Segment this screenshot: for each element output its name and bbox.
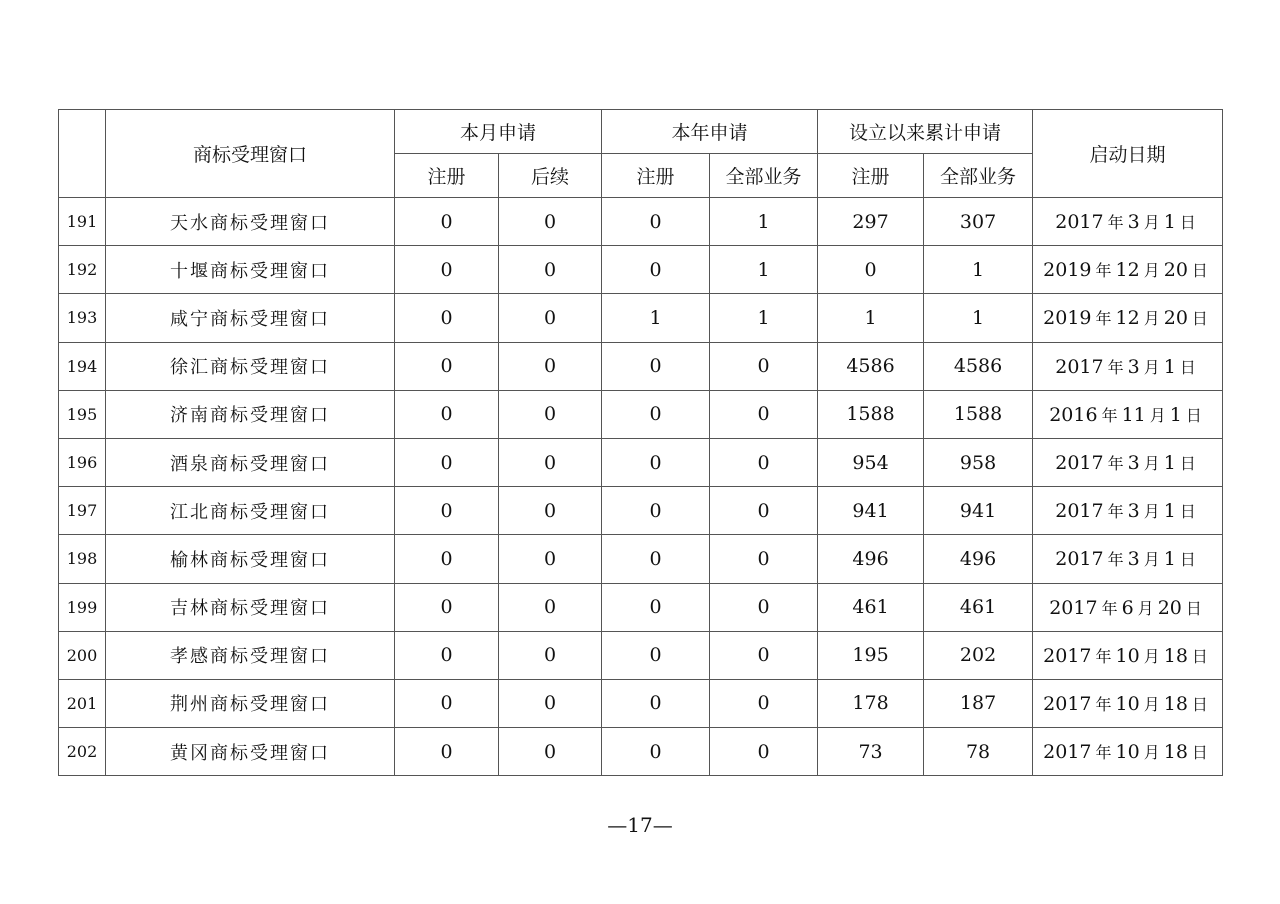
month-register: 0 [395,487,499,535]
month-followup: 0 [499,198,602,246]
window-name: 江北商标受理窗口 [106,487,395,535]
date-year-unit: 年 [1095,309,1112,329]
date-month-unit: 月 [1143,743,1160,763]
date-day: 1 [1163,355,1176,378]
header-start-date: 启动日期 [1033,110,1223,198]
start-date [1033,583,1223,631]
cumulative-register: 1588 [818,390,924,438]
window-name: 酒泉商标受理窗口 [106,438,395,486]
date-month: 3 [1127,548,1140,571]
start-date [1033,198,1223,246]
year-all: 0 [710,438,818,486]
month-register: 0 [395,679,499,727]
month-register: 0 [395,294,499,342]
date-year: 2017 [1043,741,1092,764]
month-register: 0 [395,728,499,776]
month-followup: 0 [499,246,602,294]
row-number: 196 [59,438,106,486]
month-register: 0 [395,535,499,583]
cumulative-all: 202 [924,631,1033,679]
header-row-1 [59,110,1223,154]
month-followup: 0 [499,535,602,583]
year-all: 0 [710,631,818,679]
start-date [1033,438,1223,486]
window-name: 咸宁商标受理窗口 [106,294,395,342]
date-year-unit: 年 [1107,213,1124,233]
date-year: 2017 [1055,355,1104,378]
date-year: 2017 [1043,692,1092,715]
row-number: 193 [59,294,106,342]
date-day-unit: 日 [1179,454,1196,474]
row-number: 202 [59,728,106,776]
date-month-unit: 月 [1143,550,1160,570]
start-date [1033,246,1223,294]
row-number: 197 [59,487,106,535]
date-month: 3 [1127,452,1140,475]
start-date [1033,342,1223,390]
date-day-unit: 日 [1179,357,1196,377]
year-register: 0 [602,679,710,727]
date-year: 2016 [1049,403,1098,426]
date-month: 10 [1115,644,1140,667]
window-name: 十堰商标受理窗口 [106,246,395,294]
header-month-applications: 本月申请 [395,110,602,154]
year-register: 0 [602,246,710,294]
date-year-unit: 年 [1095,743,1112,763]
header-month-register: 注册 [395,154,499,198]
table-row [59,246,1223,294]
date-month-unit: 月 [1143,213,1160,233]
month-followup: 0 [499,438,602,486]
table-row [59,535,1223,583]
date-month-unit: 月 [1143,309,1160,329]
year-register: 1 [602,294,710,342]
header-window-name: 商标受理窗口 [106,110,395,198]
date-month-unit: 月 [1143,454,1160,474]
year-all: 0 [710,583,818,631]
cumulative-all: 78 [924,728,1033,776]
date-month-unit: 月 [1143,357,1160,377]
window-name: 黄冈商标受理窗口 [106,728,395,776]
table-row [59,390,1223,438]
row-number: 199 [59,583,106,631]
date-year: 2017 [1055,548,1104,571]
year-register: 0 [602,390,710,438]
date-year-unit: 年 [1095,694,1112,714]
date-day: 1 [1163,211,1176,234]
header-cumulative-all: 全部业务 [924,154,1033,198]
start-date [1033,728,1223,776]
month-followup: 0 [499,631,602,679]
page-number: —17— [607,813,673,837]
header-year-register: 注册 [602,154,710,198]
date-day-unit: 日 [1179,213,1196,233]
month-followup: 0 [499,342,602,390]
cumulative-register: 0 [818,246,924,294]
year-all: 0 [710,342,818,390]
row-number: 191 [59,198,106,246]
cumulative-all: 461 [924,583,1033,631]
cumulative-all: 496 [924,535,1033,583]
year-register: 0 [602,583,710,631]
table-row [59,679,1223,727]
date-day: 20 [1163,307,1188,330]
table-row [59,198,1223,246]
year-register: 0 [602,342,710,390]
date-month: 3 [1127,355,1140,378]
start-date [1033,294,1223,342]
row-number: 192 [59,246,106,294]
month-followup: 0 [499,679,602,727]
table-row [59,728,1223,776]
cumulative-all: 307 [924,198,1033,246]
date-year-unit: 年 [1107,454,1124,474]
header-month-followup: 后续 [499,154,602,198]
table-body [59,198,1223,776]
date-month-unit: 月 [1137,598,1154,618]
date-day: 18 [1163,741,1188,764]
date-year-unit: 年 [1101,405,1118,425]
date-month: 3 [1127,211,1140,234]
cumulative-all: 958 [924,438,1033,486]
date-month: 12 [1115,259,1140,282]
trademark-window-table [58,109,1223,776]
date-year: 2019 [1043,307,1092,330]
month-followup: 0 [499,583,602,631]
year-register: 0 [602,535,710,583]
cumulative-register: 297 [818,198,924,246]
year-all: 0 [710,487,818,535]
row-number: 201 [59,679,106,727]
window-name: 榆林商标受理窗口 [106,535,395,583]
date-month: 10 [1115,692,1140,715]
date-month-unit: 月 [1149,405,1166,425]
date-day: 18 [1163,644,1188,667]
date-year-unit: 年 [1107,550,1124,570]
date-month-unit: 月 [1143,261,1160,281]
row-number: 195 [59,390,106,438]
table-row [59,487,1223,535]
date-year: 2017 [1055,211,1104,234]
window-name: 徐汇商标受理窗口 [106,342,395,390]
window-name: 荆州商标受理窗口 [106,679,395,727]
table-row [59,438,1223,486]
date-month: 12 [1115,307,1140,330]
date-day-unit: 日 [1191,309,1208,329]
date-day: 1 [1163,500,1176,523]
date-day-unit: 日 [1185,598,1202,618]
date-day: 1 [1169,403,1182,426]
year-register: 0 [602,631,710,679]
cumulative-all: 187 [924,679,1033,727]
cumulative-register: 941 [818,487,924,535]
month-register: 0 [395,438,499,486]
header-index [59,110,106,198]
month-followup: 0 [499,390,602,438]
table-row [59,342,1223,390]
header-year-applications: 本年申请 [602,110,818,154]
year-register: 0 [602,438,710,486]
year-all: 0 [710,679,818,727]
window-name: 吉林商标受理窗口 [106,583,395,631]
date-month: 6 [1121,596,1134,619]
year-register: 0 [602,728,710,776]
cumulative-register: 73 [818,728,924,776]
cumulative-all: 1 [924,294,1033,342]
cumulative-register: 4586 [818,342,924,390]
month-register: 0 [395,342,499,390]
date-year-unit: 年 [1107,357,1124,377]
table-row [59,583,1223,631]
date-month-unit: 月 [1143,694,1160,714]
month-register: 0 [395,198,499,246]
date-day-unit: 日 [1179,550,1196,570]
window-name: 天水商标受理窗口 [106,198,395,246]
start-date [1033,390,1223,438]
month-register: 0 [395,390,499,438]
date-day: 1 [1163,452,1176,475]
date-day-unit: 日 [1191,261,1208,281]
date-day-unit: 日 [1179,502,1196,522]
year-all: 0 [710,728,818,776]
date-year-unit: 年 [1107,502,1124,522]
date-month: 10 [1115,741,1140,764]
date-day-unit: 日 [1191,743,1208,763]
start-date [1033,679,1223,727]
year-register: 0 [602,198,710,246]
table-row [59,631,1223,679]
date-day: 20 [1163,259,1188,282]
date-year: 2017 [1049,596,1098,619]
date-month: 11 [1121,403,1146,426]
cumulative-register: 195 [818,631,924,679]
cumulative-register: 178 [818,679,924,727]
header-cumulative-register: 注册 [818,154,924,198]
row-number: 198 [59,535,106,583]
cumulative-register: 1 [818,294,924,342]
month-register: 0 [395,246,499,294]
start-date [1033,631,1223,679]
header-year-all: 全部业务 [710,154,818,198]
cumulative-register: 496 [818,535,924,583]
row-number: 200 [59,631,106,679]
start-date [1033,535,1223,583]
date-day: 18 [1163,692,1188,715]
date-month: 3 [1127,500,1140,523]
date-year-unit: 年 [1101,598,1118,618]
date-year: 2019 [1043,259,1092,282]
month-followup: 0 [499,728,602,776]
month-register: 0 [395,583,499,631]
cumulative-all: 1 [924,246,1033,294]
year-all: 1 [710,294,818,342]
cumulative-register: 954 [818,438,924,486]
month-followup: 0 [499,487,602,535]
header-cumulative-applications: 设立以来累计申请 [818,110,1033,154]
month-followup: 0 [499,294,602,342]
date-day-unit: 日 [1191,694,1208,714]
date-year: 2017 [1055,452,1104,475]
year-all: 1 [710,246,818,294]
date-day-unit: 日 [1191,646,1208,666]
cumulative-register: 461 [818,583,924,631]
year-all: 1 [710,198,818,246]
cumulative-all: 941 [924,487,1033,535]
month-register: 0 [395,631,499,679]
row-number: 194 [59,342,106,390]
cumulative-all: 1588 [924,390,1033,438]
year-all: 0 [710,535,818,583]
table-row [59,294,1223,342]
window-name: 济南商标受理窗口 [106,390,395,438]
date-year-unit: 年 [1095,646,1112,666]
start-date [1033,487,1223,535]
window-name: 孝感商标受理窗口 [106,631,395,679]
date-month-unit: 月 [1143,646,1160,666]
cumulative-all: 4586 [924,342,1033,390]
date-year-unit: 年 [1095,261,1112,281]
year-all: 0 [710,390,818,438]
date-day-unit: 日 [1185,405,1202,425]
year-register: 0 [602,487,710,535]
date-year: 2017 [1055,500,1104,523]
date-month-unit: 月 [1143,502,1160,522]
date-day: 20 [1157,596,1182,619]
date-day: 1 [1163,548,1176,571]
date-year: 2017 [1043,644,1092,667]
